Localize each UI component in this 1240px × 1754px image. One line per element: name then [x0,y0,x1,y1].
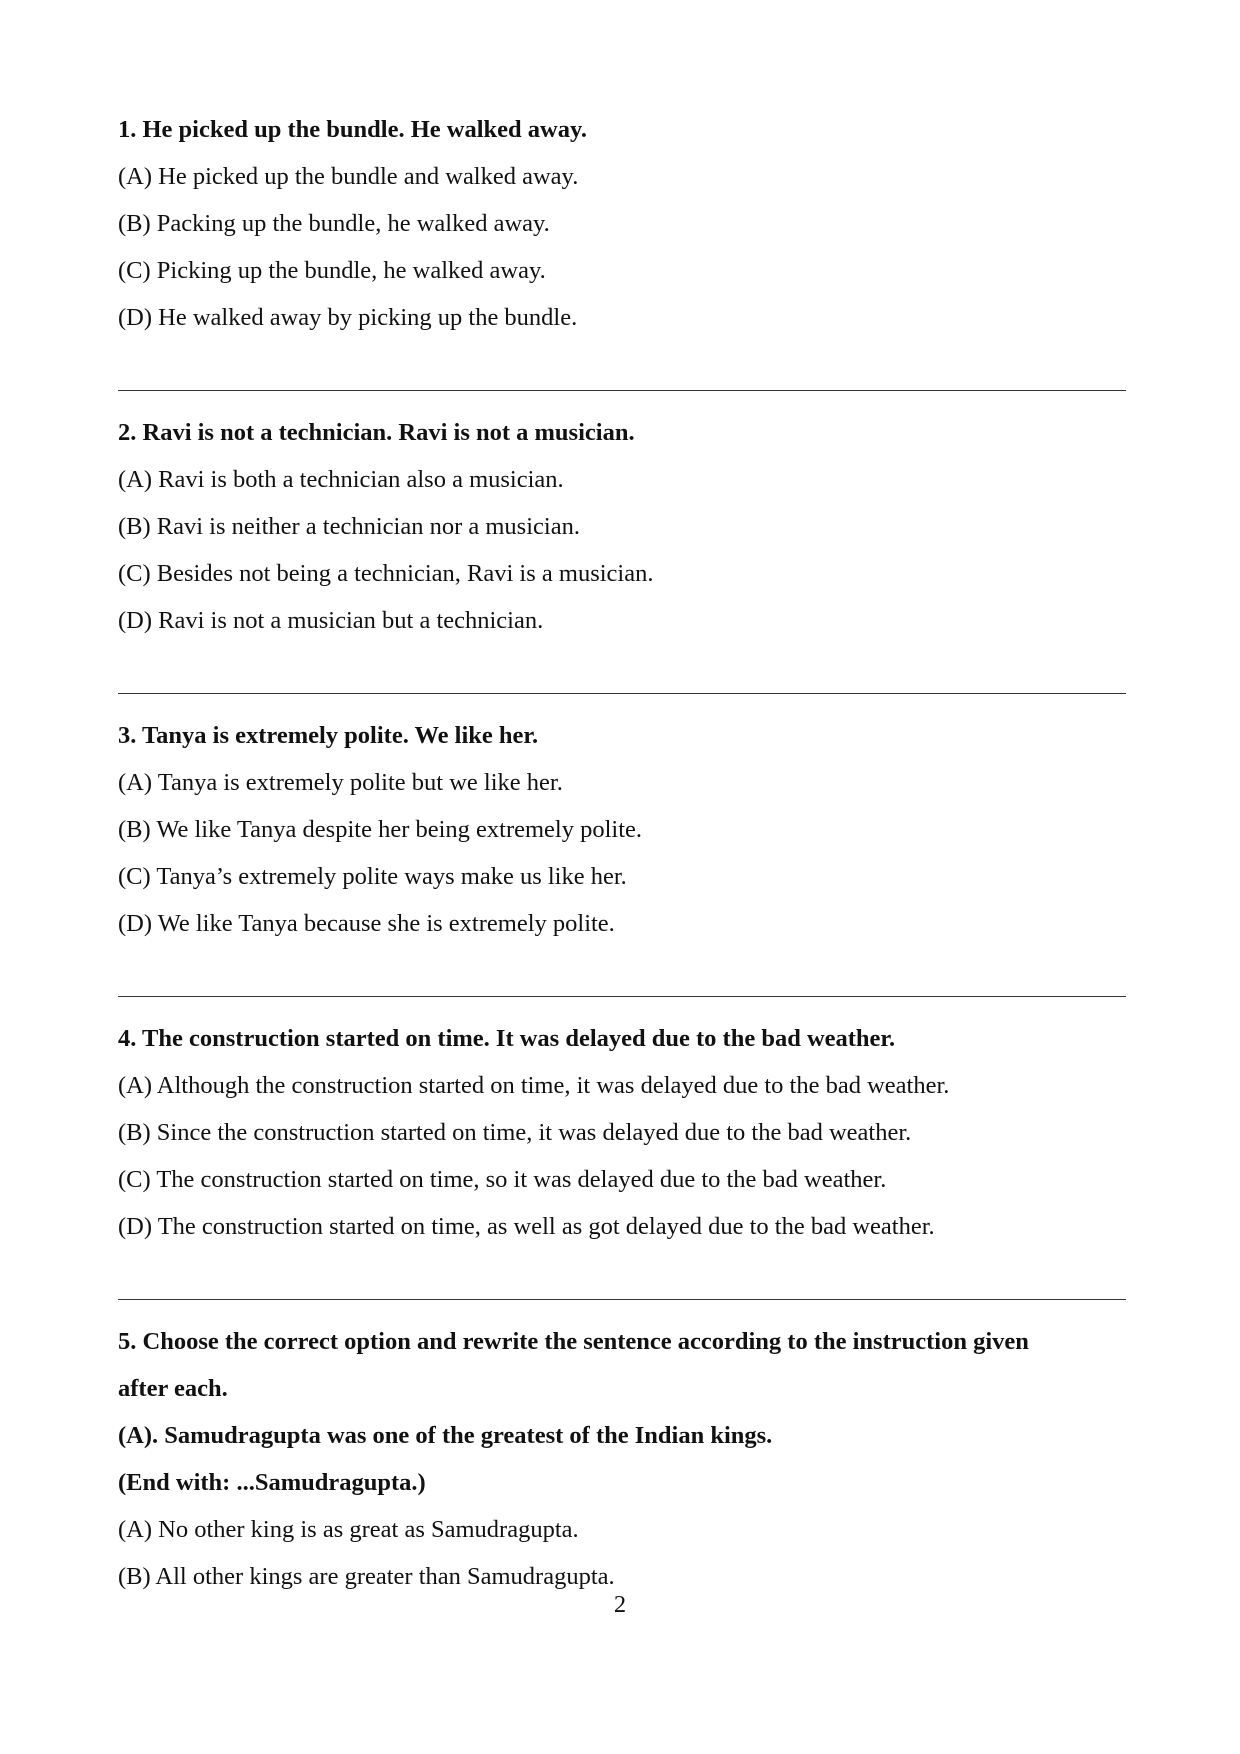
option-b: (B) All other kings are greater than Samudragupta. [118,1563,615,1590]
option-c: (C) Besides not being a technician, Ravi is a musician. [118,560,654,587]
option-a: (A) Although the construction started on time, it was delayed due to the bad weather. [118,1072,950,1099]
divider [118,996,1126,997]
question-title-continued: after each. [118,1375,228,1402]
question-2 [118,409,1126,644]
option-c: (C) The construction started on time, so it was delayed due to the bad weather. [118,1166,887,1193]
question-5 [118,1318,1126,1600]
option-a: (A) He picked up the bundle and walked away. [118,163,579,190]
option-b: (B) Ravi is neither a technician nor a musician. [118,513,580,540]
divider [118,693,1126,694]
option-b: (B) Since the construction started on time, it was delayed due to the bad weather. [118,1119,912,1146]
option-d: (D) The construction started on time, as well as got delayed due to the bad weather. [118,1213,935,1240]
divider [118,1299,1126,1300]
sub-question-title: (A). Samudragupta was one of the greatest of the Indian kings. [118,1422,773,1449]
option-b: (B) We like Tanya despite her being extremely polite. [118,816,643,843]
question-3 [118,712,1126,947]
option-d: (D) Ravi is not a musician but a technician. [118,607,544,634]
question-title: 5. Choose the correct option and rewrite the sentence according to the instruction given [118,1328,1029,1355]
divider [118,390,1126,391]
sub-question-instruction: (End with: ...Samudragupta.) [118,1469,426,1496]
question-1 [118,106,1126,341]
option-b: (B) Packing up the bundle, he walked away. [118,210,550,237]
question-title: 1. He picked up the bundle. He walked away. [118,116,587,143]
question-title: 3. Tanya is extremely polite. We like her. [118,722,539,749]
option-a: (A) Tanya is extremely polite but we like her. [118,769,563,796]
page-number: 2 [613,1591,627,1618]
question-4 [118,1015,1126,1250]
option-d: (D) He walked away by picking up the bundle. [118,304,578,331]
option-c: (C) Picking up the bundle, he walked away. [118,257,546,284]
question-title: 2. Ravi is not a technician. Ravi is not a musician. [118,419,635,446]
option-a: (A) No other king is as great as Samudragupta. [118,1516,579,1543]
option-d: (D) We like Tanya because she is extremely polite. [118,910,615,937]
worksheet-page [118,106,1126,1600]
question-title: 4. The construction started on time. It was delayed due to the bad weather. [118,1025,896,1052]
option-a: (A) Ravi is both a technician also a musician. [118,466,564,493]
option-c: (C) Tanya’s extremely polite ways make us like her. [118,863,627,890]
